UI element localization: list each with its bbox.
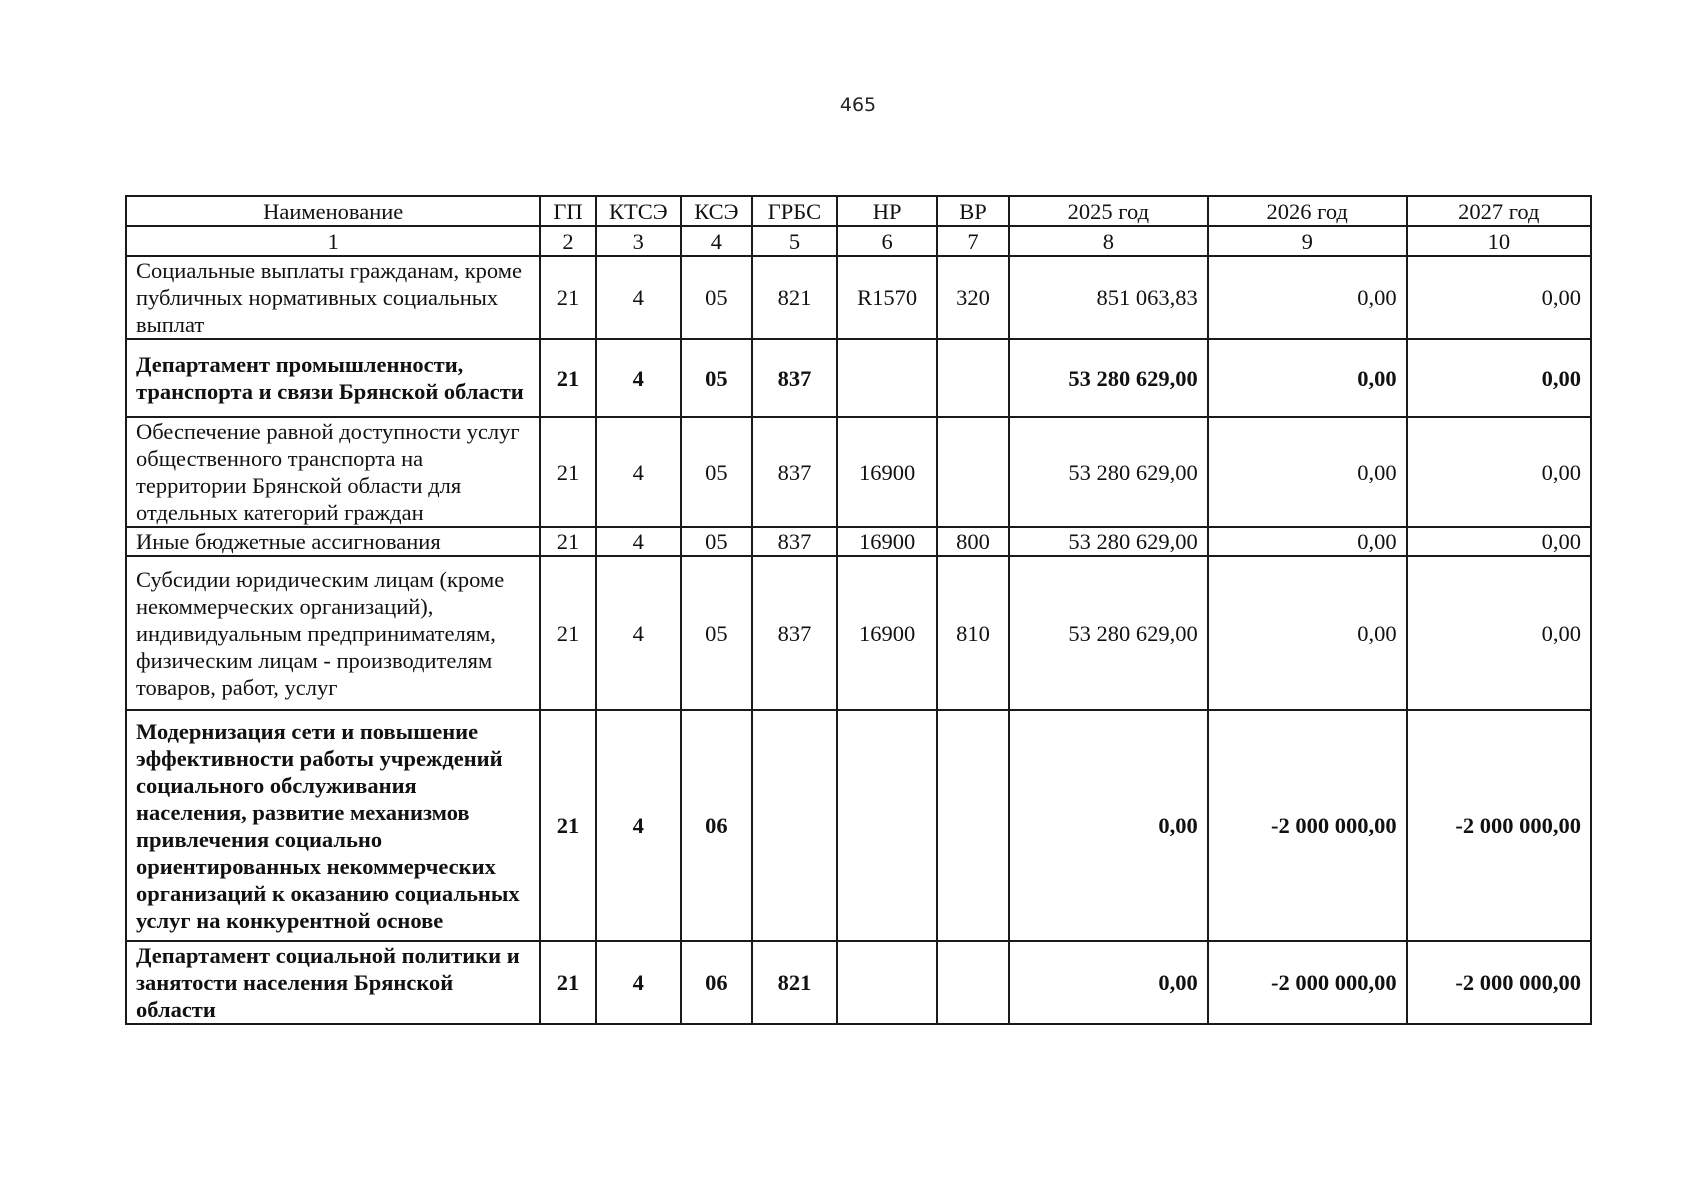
- header-nr: НР: [837, 196, 937, 226]
- row-amount-2027: 0,00: [1407, 256, 1591, 339]
- row-gp: 21: [540, 556, 595, 710]
- row-amount-2026: 0,00: [1208, 417, 1407, 527]
- row-gp: 21: [540, 710, 595, 941]
- row-vr: 810: [937, 556, 1009, 710]
- table-row: [126, 941, 1591, 1024]
- column-number-row: [126, 226, 1591, 256]
- row-amount-2025: 53 280 629,00: [1009, 556, 1208, 710]
- row-ktse: 4: [596, 941, 681, 1024]
- row-kse: 05: [681, 527, 752, 556]
- row-amount-2027: 0,00: [1407, 527, 1591, 556]
- column-number: 10: [1407, 226, 1591, 256]
- row-amount-2027: -2 000 000,00: [1407, 941, 1591, 1024]
- row-nr: [837, 339, 937, 417]
- row-vr: [937, 339, 1009, 417]
- row-name: Субсидии юридическим лицам (кроме некоммерческих организаций), индивидуальным предпринимателям, физическим лицам - производителям товаров, работ, услуг: [126, 556, 540, 710]
- row-name: Департамент промышленности, транспорта и связи Брянской области: [126, 339, 540, 417]
- row-vr: [937, 710, 1009, 941]
- page-number: 465: [839, 94, 877, 116]
- table-row: [126, 256, 1591, 339]
- row-ktse: 4: [596, 256, 681, 339]
- column-number: 6: [837, 226, 937, 256]
- row-amount-2025: 0,00: [1009, 941, 1208, 1024]
- row-gp: 21: [540, 417, 595, 527]
- row-kse: 06: [681, 710, 752, 941]
- column-number: 8: [1009, 226, 1208, 256]
- table-row: [126, 527, 1591, 556]
- row-amount-2025: 0,00: [1009, 710, 1208, 941]
- row-name: Обеспечение равной доступности услуг общественного транспорта на территории Брянской области для отдельных категорий граждан: [126, 417, 540, 527]
- row-grbs: 837: [752, 556, 837, 710]
- row-grbs: 837: [752, 527, 837, 556]
- row-amount-2026: 0,00: [1208, 256, 1407, 339]
- row-vr: [937, 941, 1009, 1024]
- row-gp: 21: [540, 941, 595, 1024]
- column-number: 9: [1208, 226, 1407, 256]
- row-kse: 05: [681, 417, 752, 527]
- row-name: Модернизация сети и повышение эффективности работы учреждений социального обслуживания населения, развитие механизмов привлечения социально ориентированных некоммерческих организаций к оказанию социальных услуг на конкурентной основе: [126, 710, 540, 941]
- row-kse: 06: [681, 941, 752, 1024]
- row-nr: [837, 941, 937, 1024]
- row-amount-2027: 0,00: [1407, 339, 1591, 417]
- row-kse: 05: [681, 556, 752, 710]
- header-ktse: КТСЭ: [596, 196, 681, 226]
- table-row: [126, 339, 1591, 417]
- row-grbs: 821: [752, 941, 837, 1024]
- row-ktse: 4: [596, 339, 681, 417]
- row-vr: [937, 417, 1009, 527]
- header-name: Наименование: [126, 196, 540, 226]
- row-ktse: 4: [596, 527, 681, 556]
- table-row: [126, 556, 1591, 710]
- row-grbs: 837: [752, 339, 837, 417]
- column-number: 4: [681, 226, 752, 256]
- header-2025: 2025 год: [1009, 196, 1208, 226]
- row-kse: 05: [681, 339, 752, 417]
- column-number: 2: [540, 226, 595, 256]
- column-number: 3: [596, 226, 681, 256]
- row-gp: 21: [540, 256, 595, 339]
- row-amount-2026: 0,00: [1208, 527, 1407, 556]
- header-row: [126, 196, 1591, 226]
- header-2026: 2026 год: [1208, 196, 1407, 226]
- header-vr: ВР: [937, 196, 1009, 226]
- row-amount-2026: 0,00: [1208, 339, 1407, 417]
- row-amount-2026: 0,00: [1208, 556, 1407, 710]
- row-vr: 320: [937, 256, 1009, 339]
- row-ktse: 4: [596, 556, 681, 710]
- row-name: Социальные выплаты гражданам, кроме публичных нормативных социальных выплат: [126, 256, 540, 339]
- row-gp: 21: [540, 339, 595, 417]
- row-amount-2025: 851 063,83: [1009, 256, 1208, 339]
- row-nr: 16900: [837, 527, 937, 556]
- row-nr: [837, 710, 937, 941]
- row-ktse: 4: [596, 417, 681, 527]
- row-vr: 800: [937, 527, 1009, 556]
- row-amount-2027: -2 000 000,00: [1407, 710, 1591, 941]
- row-amount-2025: 53 280 629,00: [1009, 417, 1208, 527]
- row-nr: R1570: [837, 256, 937, 339]
- row-amount-2026: -2 000 000,00: [1208, 941, 1407, 1024]
- row-nr: 16900: [837, 417, 937, 527]
- row-name: Иные бюджетные ассигнования: [126, 527, 540, 556]
- row-amount-2026: -2 000 000,00: [1208, 710, 1407, 941]
- row-name: Департамент социальной политики и занятости населения Брянской области: [126, 941, 540, 1024]
- budget-table: [125, 195, 1592, 1025]
- row-amount-2027: 0,00: [1407, 417, 1591, 527]
- row-gp: 21: [540, 527, 595, 556]
- row-grbs: 837: [752, 417, 837, 527]
- row-grbs: 821: [752, 256, 837, 339]
- column-number: 5: [752, 226, 837, 256]
- row-ktse: 4: [596, 710, 681, 941]
- row-amount-2027: 0,00: [1407, 556, 1591, 710]
- header-kse: КСЭ: [681, 196, 752, 226]
- header-gp: ГП: [540, 196, 595, 226]
- column-number: 7: [937, 226, 1009, 256]
- table-row: [126, 710, 1591, 941]
- row-amount-2025: 53 280 629,00: [1009, 527, 1208, 556]
- row-kse: 05: [681, 256, 752, 339]
- row-grbs: [752, 710, 837, 941]
- header-grbs: ГРБС: [752, 196, 837, 226]
- row-nr: 16900: [837, 556, 937, 710]
- header-2027: 2027 год: [1407, 196, 1591, 226]
- table-row: [126, 417, 1591, 527]
- column-number: 1: [126, 226, 540, 256]
- row-amount-2025: 53 280 629,00: [1009, 339, 1208, 417]
